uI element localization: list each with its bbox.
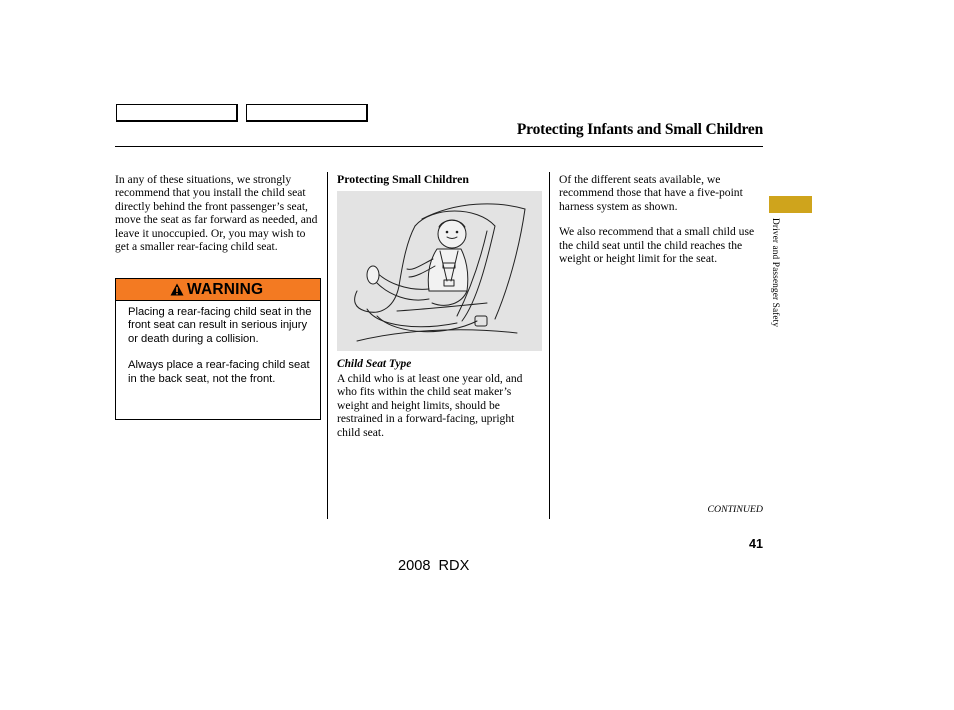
right-column bbox=[559, 173, 764, 265]
left-column bbox=[115, 173, 321, 253]
middle-body bbox=[337, 372, 535, 439]
nav-box-next[interactable] bbox=[246, 104, 368, 122]
right-paragraph: We also recommend that a small child use the child seat until the child reaches the weight or height limit for the seat. bbox=[559, 225, 755, 266]
nav-box-previous[interactable] bbox=[116, 104, 238, 122]
figure-caption: Child Seat Type bbox=[337, 358, 412, 370]
warning-paragraph: Placing a rear-facing child seat in the front seat can result in serious injury or death during a collision. bbox=[128, 306, 312, 345]
title-rule bbox=[115, 146, 763, 147]
warning-triangle-icon bbox=[170, 283, 184, 296]
middle-paragraph: A child who is at least one year old, and who fits within the child seat maker’s weight and height limits, should be restrained in a forward-facing, upright child seat. bbox=[337, 372, 523, 439]
warning-label: WARNING bbox=[187, 280, 264, 298]
middle-heading: Protecting Small Children bbox=[337, 172, 469, 186]
page-number: 41 bbox=[748, 537, 763, 551]
page-title: Protecting Infants and Small Children bbox=[516, 121, 763, 138]
warning-paragraph: Always place a rear-facing child seat in the back seat, not the front. bbox=[128, 359, 310, 385]
warning-text bbox=[116, 301, 320, 386]
intro-paragraph: In any of these situations, we strongly recommend that you install the child seat directly behind the front passenger’s seat, move the seat as far forward as needed, and leave it unoccupied. Or, you may wish to get a smaller rear-facing child seat. bbox=[115, 173, 318, 254]
warning-banner bbox=[116, 279, 320, 301]
section-tab-label: Driver and Passenger Safety bbox=[770, 218, 780, 328]
model-label: 2008 RDX bbox=[398, 558, 470, 574]
right-paragraph: Of the different seats available, we recommend those that have a five-point harness system as shown. bbox=[559, 173, 743, 213]
continued-label: CONTINUED bbox=[707, 504, 763, 515]
child-in-child-seat-image bbox=[337, 191, 542, 351]
section-tab[interactable] bbox=[769, 196, 812, 213]
column-divider-left bbox=[327, 172, 328, 519]
warning-box bbox=[115, 278, 321, 420]
child-seat-illustration bbox=[337, 191, 542, 351]
column-divider-right bbox=[549, 172, 550, 519]
